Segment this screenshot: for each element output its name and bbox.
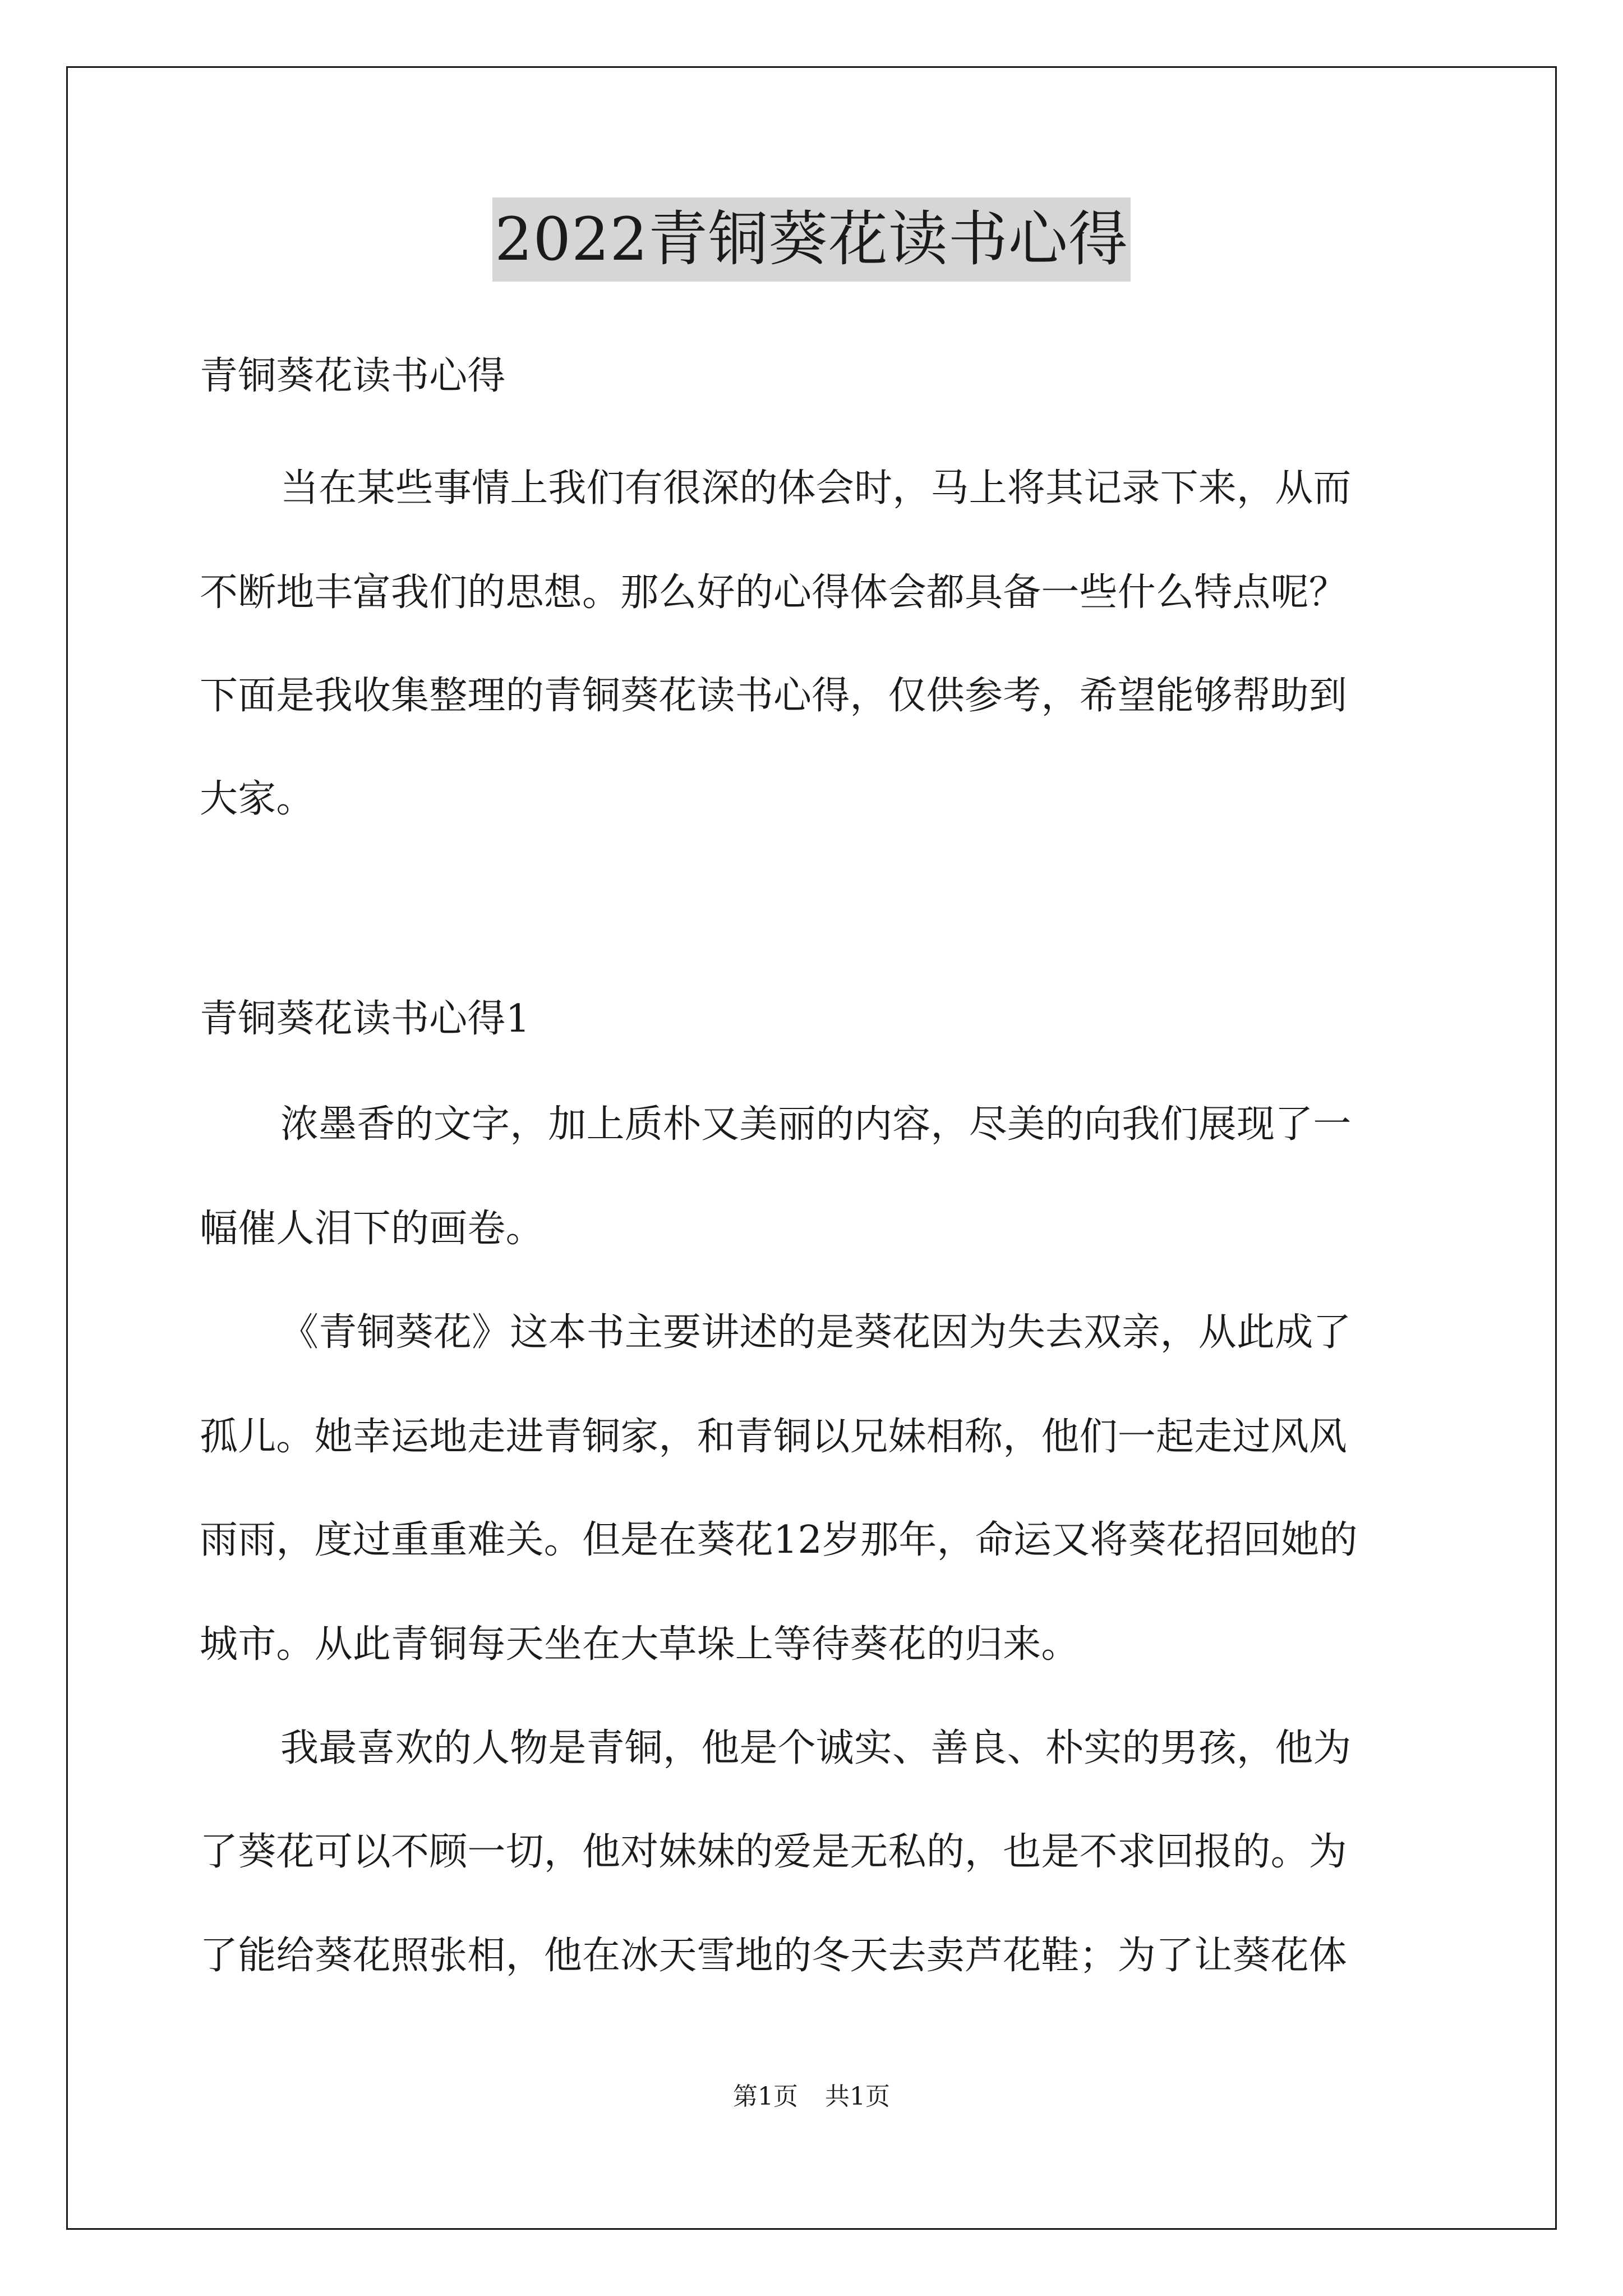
paragraph-line: 不断地丰富我们的思想。那么好的心得体会都具备一些什么特点呢？	[200, 570, 1348, 615]
section-heading: 青铜葵花读书心得1	[200, 997, 531, 1041]
paragraph-line: 了葵花可以不顾一切，他对妹妹的爱是无私的，也是不求回报的。为	[200, 1830, 1348, 1874]
paragraph-line: 孤儿。她幸运地走进青铜家，和青铜以兄妹相称，他们一起走过风风	[200, 1415, 1348, 1459]
paragraph-line: 城市。从此青铜每天坐在大草垛上等待葵花的归来。	[200, 1622, 1080, 1667]
paragraph-line: 我最喜欢的人物是青铜，他是个诚实、善良、朴实的男孩，他为	[280, 1726, 1352, 1770]
page-total: 共1页	[825, 2082, 890, 2111]
paragraph-line: 幅催人泪下的画卷。	[200, 1207, 544, 1251]
title-container	[0, 197, 1623, 282]
page-number: 第1页	[733, 2082, 798, 2111]
paragraph-line: 下面是我收集整理的青铜葵花读书心得，仅供参考，希望能够帮助到	[200, 674, 1348, 718]
document-subtitle: 青铜葵花读书心得	[200, 354, 506, 398]
paragraph-line: 大家。	[200, 777, 315, 821]
paragraph-line: 当在某些事情上我们有很深的体会时，马上将其记录下来，从而	[280, 466, 1352, 510]
document-title: 2022青铜葵花读书心得	[492, 197, 1131, 282]
paragraph-line: 了能给葵花照张相，他在冰天雪地的冬天去卖芦花鞋；为了让葵花体	[200, 1934, 1348, 1978]
paragraph-line: 《青铜葵花》这本书主要讲述的是葵花因为失去双亲，从此成了	[280, 1310, 1352, 1355]
paragraph-line: 雨雨，度过重重难关。但是在葵花12岁那年，命运又将葵花招回她的	[200, 1518, 1358, 1562]
paragraph-line: 浓墨香的文字，加上质朴又美丽的内容，尽美的向我们展现了一	[280, 1102, 1352, 1147]
page-footer	[0, 2080, 1623, 2114]
